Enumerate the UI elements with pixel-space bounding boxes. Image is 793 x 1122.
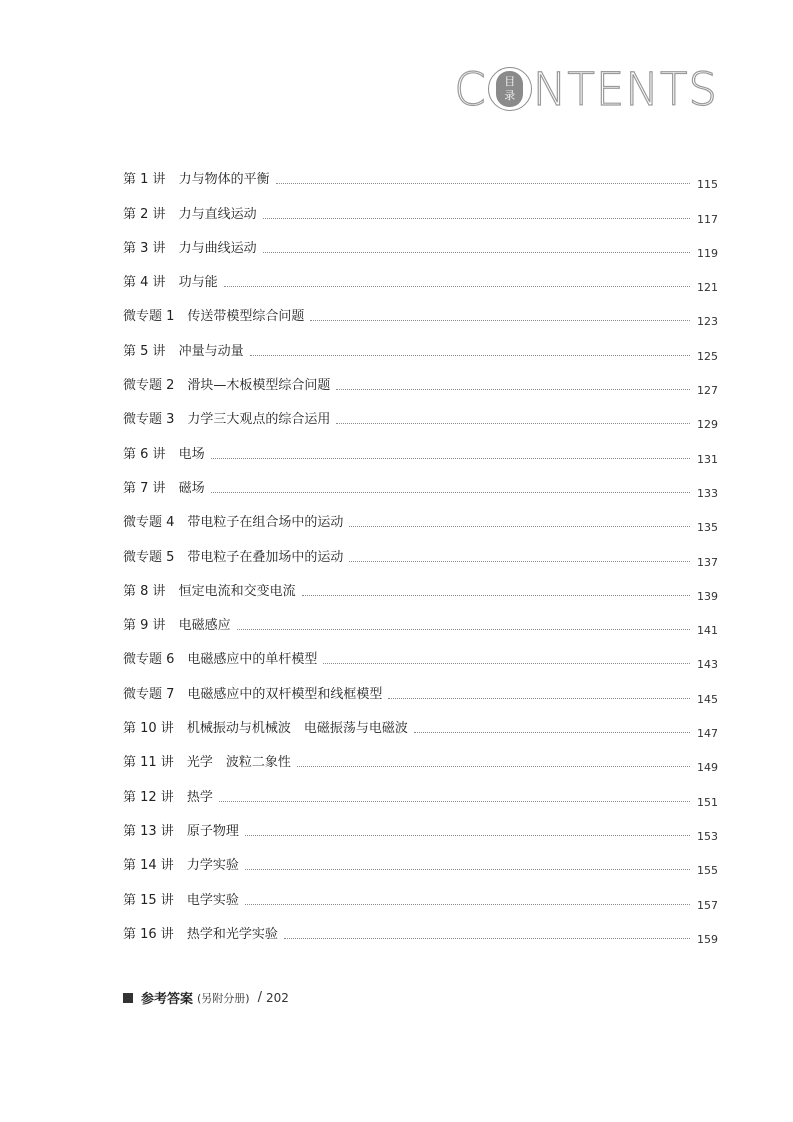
toc-entry-label: 第 4 讲 (123, 275, 166, 291)
leader-dots (323, 663, 690, 664)
leader-dots (349, 561, 690, 562)
toc-entry-page: 141 (697, 624, 718, 638)
toc-entry[interactable] (123, 886, 718, 920)
toc-entry-label: 微专题 7 (123, 686, 175, 702)
toc-entry-page: 157 (697, 898, 718, 912)
toc-entry-label: 第 14 讲 (123, 858, 174, 874)
toc-entry[interactable] (123, 509, 718, 543)
toc-entry-title: 滑块—木板模型综合问题 (187, 378, 331, 394)
toc-entry-label: 第 15 讲 (123, 892, 174, 908)
toc-entry[interactable] (123, 749, 718, 783)
toc-entry-page: 149 (697, 761, 718, 775)
leader-dots (245, 869, 690, 870)
leader-dots (237, 629, 690, 630)
toc-entry-title: 电学实验 (186, 892, 239, 908)
toc-entry-title: 磁场 (178, 480, 205, 496)
toc-entry-title: 光学 波粒二象性 (186, 755, 291, 771)
contents-header (454, 64, 718, 114)
leader-dots (263, 218, 690, 219)
toc-entry-page: 123 (697, 315, 718, 329)
catalog-badge-ring (488, 67, 532, 111)
toc-entry-page: 155 (697, 864, 718, 878)
toc-entry[interactable] (123, 406, 718, 440)
catalog-badge-top: 目 (504, 75, 516, 88)
answer-key-entry[interactable] (123, 988, 289, 1007)
toc-entry-title: 功与能 (178, 275, 218, 291)
catalog-badge (496, 71, 523, 107)
toc-entry[interactable] (123, 852, 718, 886)
toc-entry[interactable] (123, 680, 718, 714)
toc-entry-label: 第 2 讲 (123, 206, 166, 222)
toc-entry-title: 带电粒子在组合场中的运动 (187, 515, 344, 531)
leader-dots (250, 355, 690, 356)
toc-entry-title: 电磁感应中的双杆模型和线框模型 (187, 686, 383, 702)
toc-entry-label: 第 12 讲 (123, 789, 174, 805)
toc-entry-label: 微专题 4 (123, 515, 175, 531)
toc-entry-title: 电磁感应 (178, 618, 231, 634)
toc-entry[interactable] (123, 783, 718, 817)
contents-letter-c: C (454, 62, 487, 116)
toc-list (123, 166, 718, 955)
toc-entry[interactable] (123, 543, 718, 577)
leader-dots (224, 286, 690, 287)
leader-dots (336, 423, 690, 424)
toc-entry-page: 145 (697, 692, 718, 706)
toc-entry[interactable] (123, 372, 718, 406)
toc-entry[interactable] (123, 269, 718, 303)
toc-entry-page: 127 (697, 384, 718, 398)
toc-entry-page: 115 (697, 178, 718, 192)
toc-entry-page: 131 (697, 452, 718, 466)
leader-dots (414, 732, 690, 733)
toc-entry-label: 第 1 讲 (123, 172, 166, 188)
toc-entry-page: 133 (697, 486, 718, 500)
leader-dots (388, 698, 690, 699)
toc-entry-label: 第 9 讲 (123, 618, 166, 634)
toc-entry-title: 热学 (186, 789, 213, 805)
square-bullet-icon (123, 993, 133, 1003)
toc-entry[interactable] (123, 475, 718, 509)
toc-entry[interactable] (123, 715, 718, 749)
toc-entry-title: 力与直线运动 (178, 206, 257, 222)
toc-entry-title: 力与曲线运动 (178, 240, 257, 256)
toc-entry-label: 第 5 讲 (123, 343, 166, 359)
toc-entry-title: 力与物体的平衡 (178, 172, 270, 188)
leader-dots (276, 183, 690, 184)
toc-entry-title: 电场 (178, 446, 205, 462)
toc-entry-label: 第 16 讲 (123, 926, 174, 942)
toc-entry-label: 第 13 讲 (123, 823, 174, 839)
toc-entry-label: 第 11 讲 (123, 755, 174, 771)
toc-entry-title: 传送带模型综合问题 (187, 309, 305, 325)
toc-entry[interactable] (123, 818, 718, 852)
toc-entry-page: 137 (697, 555, 718, 569)
toc-entry-page: 139 (697, 589, 718, 603)
toc-entry-title: 电磁感应中的单杆模型 (187, 652, 318, 668)
leader-dots (284, 938, 690, 939)
answer-key-slash: / (257, 990, 262, 1005)
toc-entry-label: 第 7 讲 (123, 480, 166, 496)
leader-dots (297, 766, 690, 767)
toc-entry[interactable] (123, 337, 718, 371)
toc-entry-page: 159 (697, 932, 718, 946)
toc-entry[interactable] (123, 303, 718, 337)
toc-entry-page: 117 (697, 212, 718, 226)
toc-entry-page: 147 (697, 727, 718, 741)
toc-entry-page: 125 (697, 349, 718, 363)
toc-entry[interactable] (123, 200, 718, 234)
toc-entry-title: 带电粒子在叠加场中的运动 (187, 549, 344, 565)
toc-entry[interactable] (123, 646, 718, 680)
toc-entry[interactable] (123, 235, 718, 269)
toc-entry-page: 121 (697, 281, 718, 295)
toc-entry-title: 热学和光学实验 (186, 926, 278, 942)
leader-dots (336, 389, 690, 390)
leader-dots (263, 252, 690, 253)
leader-dots (211, 458, 690, 459)
toc-entry-label: 微专题 1 (123, 309, 175, 325)
leader-dots (310, 320, 690, 321)
answer-key-note: (另附分册) (197, 991, 250, 1005)
leader-dots (349, 526, 690, 527)
toc-entry-page: 135 (697, 521, 718, 535)
toc-entry-label: 第 3 讲 (123, 240, 166, 256)
leader-dots (219, 801, 690, 802)
toc-entry-page: 143 (697, 658, 718, 672)
toc-entry-title: 机械振动与机械波 电磁振荡与电磁波 (186, 721, 408, 737)
toc-entry-label: 第 6 讲 (123, 446, 166, 462)
toc-entry-title: 力学三大观点的综合运用 (187, 412, 331, 428)
toc-entry-page: 119 (697, 246, 718, 260)
toc-entry-title: 力学实验 (186, 858, 239, 874)
answer-key-page: 202 (266, 990, 289, 1005)
answer-key-title: 参考答案 (141, 992, 194, 1007)
contents-letters-rest: NTENTS (532, 62, 718, 116)
leader-dots (302, 595, 690, 596)
toc-entry-label: 微专题 2 (123, 378, 175, 394)
toc-entry[interactable] (123, 440, 718, 474)
toc-entry-label: 微专题 3 (123, 412, 175, 428)
toc-entry-page: 129 (697, 418, 718, 432)
toc-entry-title: 原子物理 (186, 823, 239, 839)
toc-entry-label: 微专题 5 (123, 549, 175, 565)
toc-entry[interactable] (123, 612, 718, 646)
toc-entry-label: 第 8 讲 (123, 583, 166, 599)
toc-entry[interactable] (123, 921, 718, 955)
leader-dots (245, 904, 690, 905)
catalog-badge-bottom: 录 (504, 89, 516, 102)
toc-entry-title: 冲量与动量 (178, 343, 244, 359)
toc-entry[interactable] (123, 578, 718, 612)
toc-entry[interactable] (123, 166, 718, 200)
leader-dots (245, 835, 690, 836)
toc-entry-page: 151 (697, 795, 718, 809)
toc-entry-label: 微专题 6 (123, 652, 175, 668)
leader-dots (211, 492, 690, 493)
toc-entry-label: 第 10 讲 (123, 721, 174, 737)
toc-entry-title: 恒定电流和交变电流 (178, 583, 296, 599)
toc-entry-page: 153 (697, 829, 718, 843)
